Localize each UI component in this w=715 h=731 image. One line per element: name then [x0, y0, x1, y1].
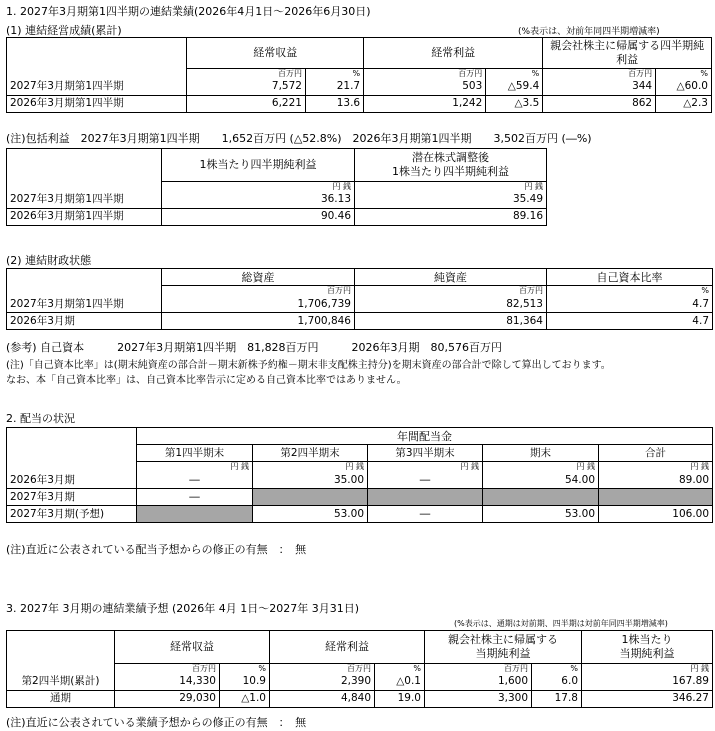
cell: 1,700,846: [162, 313, 355, 330]
net-income-header-text: 親会社株主に帰属する四半期純利益: [550, 38, 705, 66]
unit-cell: 百万円: [270, 663, 375, 674]
unit-cell: 円 銭: [355, 181, 547, 192]
unit-cell: 円 銭: [483, 462, 599, 473]
cell: 17.8: [532, 690, 582, 707]
unit-cell: 円 銭: [253, 462, 368, 473]
unit-cell: %: [532, 663, 582, 674]
unit-cell: 円 銭: [162, 181, 355, 192]
unit-cell: %: [486, 68, 543, 79]
table-row: [7, 472, 713, 489]
table-row: [7, 313, 713, 330]
cell-empty-shaded: [599, 489, 713, 506]
pct-note-1: (%表示は、対前年同四半期増減率): [518, 27, 660, 37]
col-header-revenue: 経常収益: [115, 631, 270, 664]
row-label: 2026年3月期: [7, 472, 137, 489]
forecast-revision-note: (注)直近に公表されている業績予想からの修正の有無 ： 無: [6, 716, 307, 729]
pct-note-3: (%表示は、通期は対前期、四半期は対前年同四半期増減率): [454, 619, 668, 628]
equity-reference: (参考) 自己資本 2027年3月期第1四半期 81,828百万円 2026年3月期 80,576百万円: [6, 341, 503, 354]
cell-empty-shaded: [253, 489, 368, 506]
cell: 346.27: [582, 690, 713, 707]
cell: ―: [137, 472, 253, 489]
cell-empty-shaded: [483, 489, 599, 506]
cell: 167.89: [582, 674, 713, 691]
cell: 19.0: [375, 690, 425, 707]
col-header-net-income: [425, 631, 582, 664]
table-row: [7, 489, 713, 506]
col-header-q3: 第3四半期末: [368, 445, 483, 462]
equity-ratio-note-1: (注)「自己資本比率」は(期末純資産の部合計－期末新株予約権－期末非支配株主持分)を期末資産の部合計で除して算出しております。: [6, 360, 611, 371]
cell: 35.49: [355, 192, 547, 209]
section1-sub2: (2) 連結財政状態: [6, 254, 92, 267]
unit-cell: %: [656, 68, 712, 79]
cell: 4.7: [547, 296, 713, 313]
dividend-revision-note: (注)直近に公表されている配当予想からの修正の有無 ： 無: [6, 543, 307, 556]
table-row: [7, 79, 712, 96]
cell: 6,221: [187, 95, 306, 112]
cell: ―: [368, 506, 483, 523]
row-label: 2026年3月期第1四半期: [7, 208, 162, 225]
cell: 2,390: [270, 674, 375, 691]
row-label: 2027年3月期第1四半期: [7, 296, 162, 313]
unit-cell: 円 銭: [368, 462, 483, 473]
cell: 36.13: [162, 192, 355, 209]
cell: 29,030: [115, 690, 220, 707]
cell: △0.1: [375, 674, 425, 691]
diluted-line2: 1株当たり四半期純利益: [392, 164, 509, 178]
unit-cell: 百万円: [162, 286, 355, 297]
table-row: [7, 208, 547, 225]
col-header-year-end: 期末: [483, 445, 599, 462]
unit-cell: 円 銭: [582, 663, 713, 674]
comprehensive-income-note: (注)包括利益 2027年3月期第1四半期 1,652百万円 (△52.8%) 2026年3月期第1四半期 3,502百万円 (―%): [6, 132, 592, 145]
cell: △59.4: [486, 79, 543, 96]
cell: 3,300: [425, 690, 532, 707]
cell: △60.0: [656, 79, 712, 96]
col-header-equity-ratio: 自己資本比率: [547, 269, 713, 286]
unit-cell: %: [220, 663, 270, 674]
financial-position-table: [6, 268, 713, 330]
col-header-diluted-eps: [355, 149, 547, 182]
unit-cell: 百万円: [543, 68, 656, 79]
unit-cell: %: [305, 68, 363, 79]
col-header-eps: 1株当たり四半期純利益: [162, 149, 355, 182]
eps-line1: 1株当たり: [621, 632, 673, 646]
cell: 4,840: [270, 690, 375, 707]
cell: 1,600: [425, 674, 532, 691]
diluted-line1: 潜在株式調整後: [412, 150, 489, 164]
cell: 4.7: [547, 313, 713, 330]
unit-cell: 円 銭: [137, 462, 253, 473]
cell: 1,242: [364, 95, 486, 112]
cell: 35.00: [253, 472, 368, 489]
net-income-line1: 親会社株主に帰属する: [448, 632, 558, 646]
col-header-net-assets: 純資産: [355, 269, 547, 286]
cell: 106.00: [599, 506, 713, 523]
row-label: 通期: [7, 690, 115, 707]
cell: 7,572: [187, 79, 306, 96]
col-header-total: 合計: [599, 445, 713, 462]
table-row: [7, 690, 713, 707]
col-header-q1: 第1四半期末: [137, 445, 253, 462]
blank-head-cell: [7, 38, 187, 69]
cell: △2.3: [656, 95, 712, 112]
cell: 21.7: [305, 79, 363, 96]
cell: 89.00: [599, 472, 713, 489]
operating-results-table: [6, 37, 712, 113]
cell: △1.0: [220, 690, 270, 707]
cell: 82,513: [355, 296, 547, 313]
cell: △3.5: [486, 95, 543, 112]
unit-cell: 百万円: [425, 663, 532, 674]
row-label: 2026年3月期第1四半期: [7, 95, 187, 112]
unit-cell: %: [375, 663, 425, 674]
cell: 90.46: [162, 208, 355, 225]
cell: 1,706,739: [162, 296, 355, 313]
col-header-eps: [582, 631, 713, 664]
cell: 13.6: [305, 95, 363, 112]
col-header-ordinary-profit: 経常利益: [270, 631, 425, 664]
annual-dividend-header: 年間配当金: [137, 428, 713, 445]
row-label: 2027年3月期: [7, 489, 137, 506]
cell: 6.0: [532, 674, 582, 691]
col-header-total-assets: 総資産: [162, 269, 355, 286]
cell: 344: [543, 79, 656, 96]
table-row: [7, 506, 713, 523]
unit-cell: 百万円: [115, 663, 220, 674]
cell: 14,330: [115, 674, 220, 691]
col-header-net-income: [543, 38, 712, 69]
cell: 89.16: [355, 208, 547, 225]
row-label: 第2四半期(累計): [7, 674, 115, 691]
cell: ―: [368, 472, 483, 489]
col-header-ordinary-profit: 経常利益: [364, 38, 543, 69]
unit-cell: 百万円: [187, 68, 306, 79]
equity-ratio-note-2: なお、本「自己資本比率」は、自己資本比率告示に定める自己資本比率ではありません。: [6, 375, 407, 386]
cell: 54.00: [483, 472, 599, 489]
unit-cell: 百万円: [355, 286, 547, 297]
section3-title: 3. 2027年 3月期の連結業績予想 (2026年 4月 1日～2027年 3月31日): [6, 602, 360, 615]
unit-cell: 百万円: [364, 68, 486, 79]
unit-cell: 円 銭: [599, 462, 713, 473]
cell-empty-shaded: [137, 506, 253, 523]
cell: 862: [543, 95, 656, 112]
section1-sub1: (1) 連結経営成績(累計): [6, 24, 122, 37]
table-row: [7, 296, 713, 313]
cell: ―: [137, 489, 253, 506]
cell: 53.00: [253, 506, 368, 523]
forecast-table: [6, 630, 713, 708]
cell: 53.00: [483, 506, 599, 523]
eps-line2: 当期純利益: [619, 646, 675, 660]
unit-cell: %: [547, 286, 713, 297]
dividend-table: [6, 427, 713, 523]
section1-title: 1. 2027年3月期第1四半期の連結業績(2026年4月1日～2026年6月30日): [6, 5, 371, 18]
row-label: 2026年3月期: [7, 313, 162, 330]
cell-empty-shaded: [368, 489, 483, 506]
col-header-q2: 第2四半期末: [253, 445, 368, 462]
cell: 10.9: [220, 674, 270, 691]
table-row: [7, 674, 713, 691]
eps-table: [6, 148, 547, 226]
section2-title: 2. 配当の状況: [6, 412, 75, 425]
cell: 503: [364, 79, 486, 96]
col-header-revenue: 経常収益: [187, 38, 364, 69]
cell: 81,364: [355, 313, 547, 330]
row-label: 2027年3月期第1四半期: [7, 79, 187, 96]
row-label: 2027年3月期第1四半期: [7, 192, 162, 209]
table-row: [7, 192, 547, 209]
table-row: [7, 95, 712, 112]
row-label: 2027年3月期(予想): [7, 506, 137, 523]
net-income-line2: 当期純利益: [475, 646, 531, 660]
